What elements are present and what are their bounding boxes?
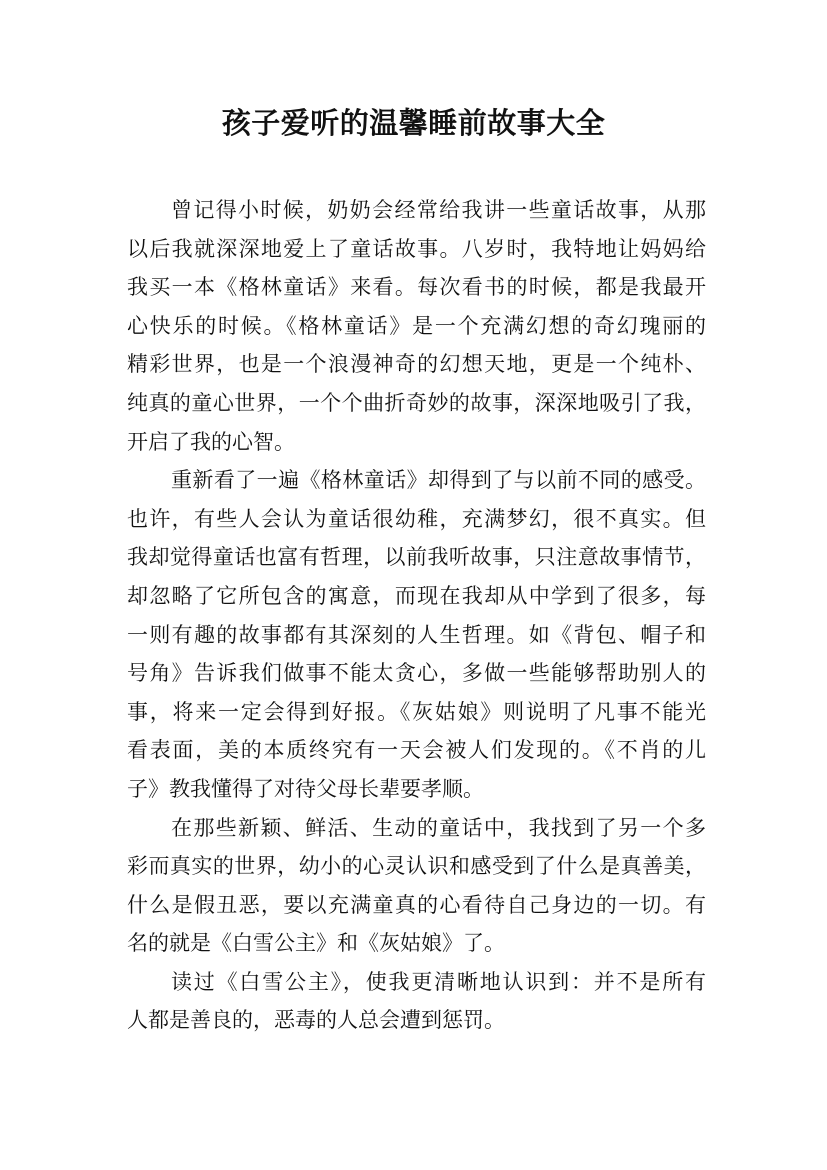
text-line: 看表面，美的本质终究有一天会被人们发现的。《不肖的儿 bbox=[127, 738, 706, 763]
text-line: 却忽略了它所包含的寓意，而现在我却从中学到了很多，每 bbox=[127, 583, 706, 608]
text-line: 也许，有些人会认为童话很幼稚，充满梦幻，很不真实。但 bbox=[127, 506, 706, 531]
text-line: 在那些新颖、鲜活、生动的童话中，我找到了另一个多 bbox=[171, 815, 706, 840]
text-line: 纯真的童心世界，一个个曲折奇妙的故事，深深地吸引了我， bbox=[127, 390, 706, 415]
text-line: 什么是假丑恶，要以充满童真的心看待自己身边的一切。有 bbox=[127, 892, 706, 917]
text-line: 精彩世界，也是一个浪漫神奇的幻想天地，更是一个纯朴、 bbox=[127, 352, 706, 377]
text-line: 曾记得小时候，奶奶会经常给我讲一些童话故事，从那 bbox=[171, 198, 706, 222]
text-line: 我却觉得童话也富有哲理，以前我听故事，只注意故事情节， bbox=[127, 545, 706, 570]
text-line: 一则有趣的故事都有其深刻的人生哲理。如《背包、帽子和 bbox=[127, 622, 706, 647]
text-line: 子》教我懂得了对待父母长辈要孝顺。 bbox=[127, 776, 484, 801]
document-body bbox=[127, 191, 706, 1040]
document-title: 孩子爱听的温馨睡前故事大全 bbox=[221, 106, 606, 140]
text-line: 彩而真实的世界，幼小的心灵认识和感受到了什么是真善美， bbox=[127, 854, 706, 879]
text-line: 事，将来一定会得到好报。《灰姑娘》则说明了凡事不能光 bbox=[127, 699, 706, 724]
text-line: 名的就是《白雪公主》和《灰姑娘》了。 bbox=[127, 931, 505, 956]
text-line: 心快乐的时候。《格林童话》是一个充满幻想的奇幻瑰丽的 bbox=[127, 313, 706, 338]
text-line: 我买一本《格林童话》来看。每次看书的时候，都是我最开 bbox=[127, 275, 706, 300]
text-line: 重新看了一遍《格林童话》却得到了与以前不同的感受。 bbox=[171, 468, 706, 493]
text-line: 读过《白雪公主》，使我更清晰地认识到：并不是所有 bbox=[171, 969, 706, 994]
text-line: 以后我就深深地爱上了童话故事。八岁时，我特地让妈妈给 bbox=[127, 236, 706, 261]
text-line: 号角》告诉我们做事不能太贪心，多做一些能够帮助别人的 bbox=[127, 661, 706, 686]
text-line: 开启了我的心智。 bbox=[127, 429, 295, 454]
text-line: 人都是善良的，恶毒的人总会遭到惩罚。 bbox=[127, 1008, 505, 1033]
